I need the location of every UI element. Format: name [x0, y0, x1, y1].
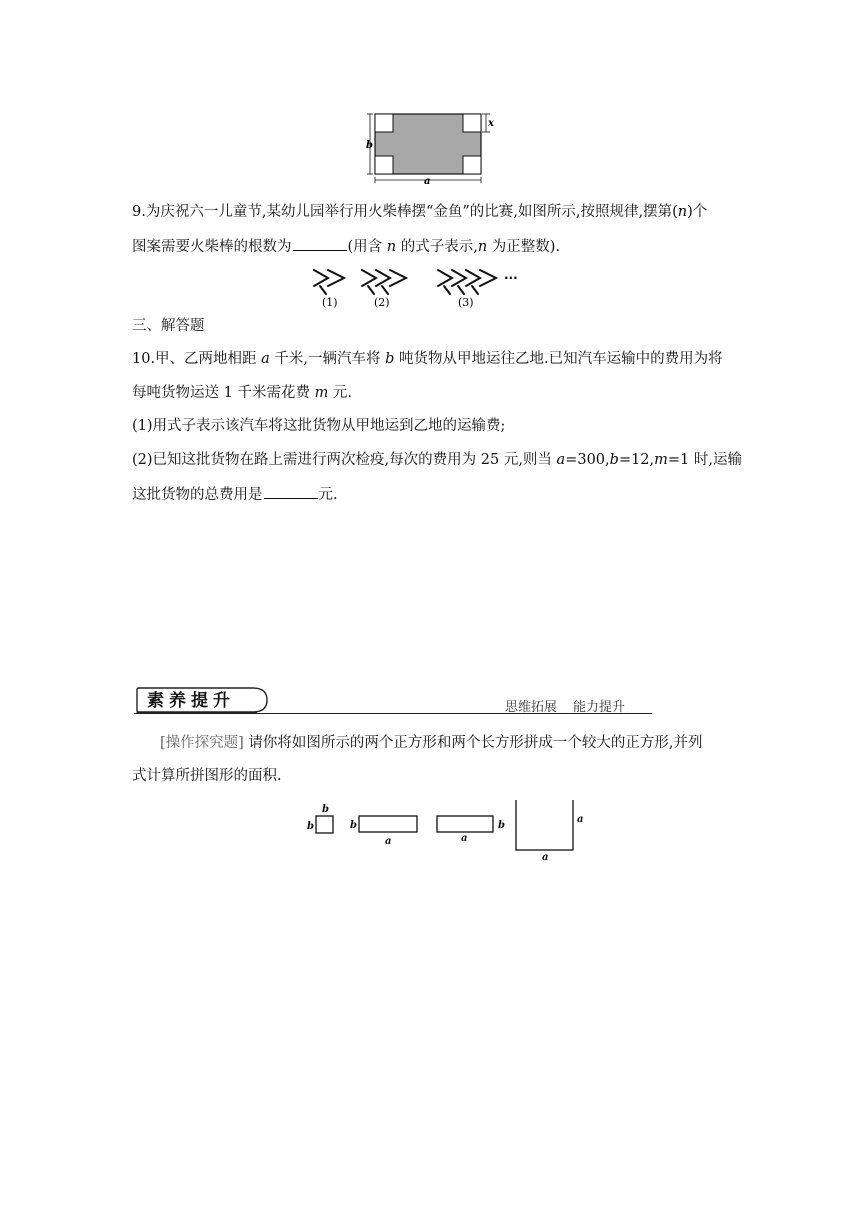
q10-part-1: (1)用式子表示该汽车将这批货物从甲地运到乙地的运输费;: [132, 418, 506, 434]
rectangle-2: [437, 816, 493, 832]
rect2-right-b: b: [498, 820, 505, 831]
task-line-2: 式计算所拼图形的面积.: [132, 768, 282, 784]
section-title: 三、解答题: [132, 318, 205, 334]
rect1-left-b: b: [350, 820, 357, 831]
q10-part-2-cont: 这批货物的总费用是 元.: [132, 484, 338, 505]
q9-line-2: 图案需要火柴棒的根数为 (用含 n 的式子表示,n 为正整数).: [132, 236, 560, 257]
banner-subtitle: 思维拓展 能力提升: [505, 700, 626, 715]
squares-rectangles-figure: [304, 800, 594, 864]
fig-label-3: (3): [458, 296, 474, 309]
big-sq-right-a: a: [577, 814, 584, 825]
label-x: x: [488, 118, 494, 129]
fig-label-2: (2): [374, 296, 390, 309]
rect2-bottom-a: a: [461, 833, 468, 844]
q10-line-2: 每吨货物运送 1 千米需花费 m 元.: [132, 385, 353, 401]
small-sq-left-b: b: [307, 821, 314, 832]
section-banner: [135, 686, 269, 714]
rectangle-1: [359, 816, 417, 832]
matchstick-fish-figure: [310, 264, 550, 310]
q10-part-2: (2)已知这批货物在路上需进行两次检疫,每次的费用为 25 元,则当 a=300,b=12,m=1 时,运输: [132, 452, 742, 468]
banner-title-text: 素养提升: [147, 691, 235, 711]
total-cost-blank[interactable]: [264, 484, 318, 499]
big-square: [516, 800, 573, 850]
rectangle-cutout-figure: [366, 112, 496, 184]
small-square: [316, 816, 333, 833]
small-sq-top-b: b: [322, 804, 329, 815]
label-b: b: [366, 140, 373, 151]
fish-ellipsis: ···: [504, 271, 518, 285]
rect1-bottom-a: a: [385, 836, 392, 847]
big-sq-bottom-a: a: [542, 852, 549, 863]
q10-line-1: 10.甲、乙两地相距 a 千米,一辆汽车将 b 吨货物从甲地运往乙地.已知汽车运输中的费用为将: [132, 351, 723, 367]
q9-line-1: 9.为庆祝六一儿童节,某幼儿园举行用火柴棒摆“金鱼”的比赛,如图所示,按照规律,摆第(n)个: [132, 204, 708, 220]
fig-label-1: (1): [322, 296, 338, 309]
label-a: a: [424, 176, 431, 184]
task-line-1: [操作探究题] 请你将如图所示的两个正方形和两个长方形拼成一个较大的正方形,并列: [160, 735, 703, 751]
task-tag: [操作探究题]: [160, 735, 244, 751]
answer-blank[interactable]: [293, 236, 347, 251]
